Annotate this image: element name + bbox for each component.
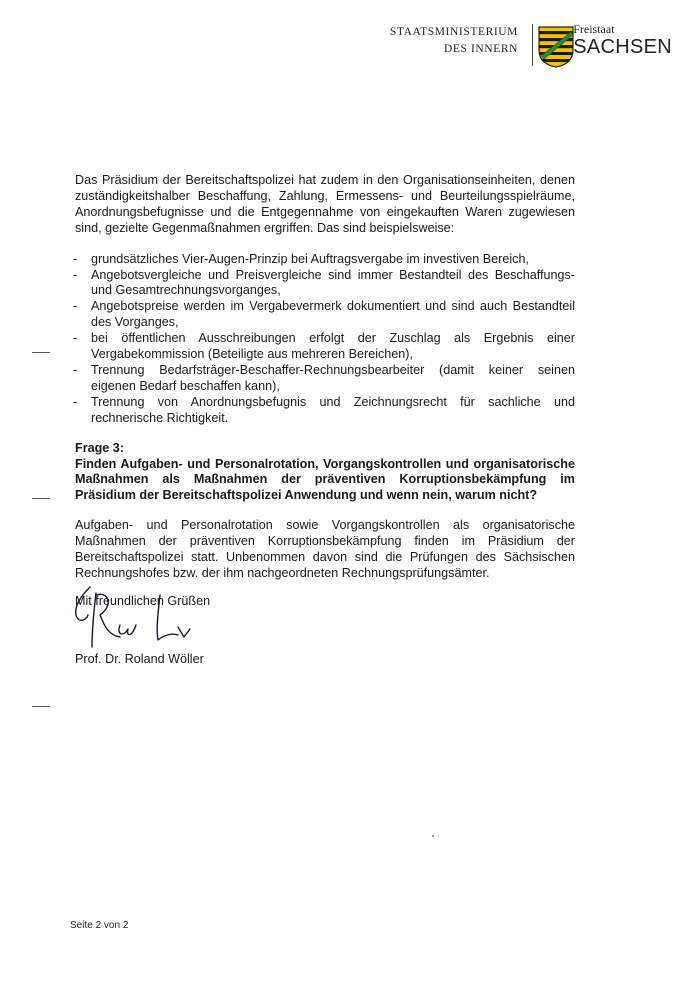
- question-text: Finden Aufgaben- und Personalrotation, Vorgangskontrollen und organisatorische Maßnahmen als Maßnahmen der präventiven Korruptionsbekämpfung im Präsidium der Bereitschaftspolizei Anwendung und wenn nein, warum nicht?: [75, 456, 575, 503]
- letter-body: [75, 173, 575, 610]
- list-item-text: grundsätzliches Vier-Augen-Prinzip bei Auftragsvergabe im investiven Bereich,: [91, 251, 529, 266]
- bullet-dash: -: [73, 267, 78, 282]
- bullet-dash: -: [73, 331, 78, 346]
- answer-paragraph: Aufgaben- und Personalrotation sowie Vorgangskontrollen als organisatorische Maßnahmen der präventiven Korruptionsbekämpfung finden im Präsidium der Bereitschaftspolizei statt. Unbenommen davon sind die Prüfungen des Sächsischen Rechnungshofes bzw. der ihm nachgeordneten Rechnungsprüfungsämter.: [75, 518, 575, 580]
- ministry-line-1: STAATSMINISTERIUM: [389, 26, 518, 38]
- bullet-dash: -: [73, 394, 78, 409]
- intro-paragraph: Das Präsidium der Bereitschaftspolizei hat zudem in den Organisationseinheiten, denen zuständigkeitshalber Beschaffung, Zahlung, Ermessens- und Beurteilungsspielräume, Anordnungsbefugnisse und die Entgegennahme von eingekauften Waren zugewiesen sind, gezielte Gegenmaßnahmen ergriffen. Das sind beispielsweise:: [75, 173, 575, 235]
- state-line-1: Freistaat: [573, 22, 615, 36]
- list-item: [75, 268, 575, 300]
- list-item-text: Trennung von Anordnungsbefugnis und Zeichnungsrecht für sachliche und rechnerische Richtigkeit.: [91, 394, 575, 425]
- bullet-dash: -: [73, 362, 78, 377]
- list-item-text: Angebotspreise werden im Vergabevermerk dokumentiert und sind auch Bestandteil des Vorganges,: [91, 299, 575, 330]
- state-name: [573, 22, 672, 58]
- margin-mark: [32, 352, 50, 353]
- letterhead: [358, 20, 678, 70]
- ministry-name: [390, 24, 518, 58]
- saxony-coat-of-arms-icon: [538, 26, 574, 68]
- handwritten-signature: [68, 585, 208, 660]
- bullet-dash: -: [73, 251, 78, 266]
- signer-name: Prof. Dr. Roland Wöller: [75, 652, 204, 666]
- closing-salutation: Mit freundlichen Grüßen: [75, 593, 211, 608]
- header-divider: [532, 24, 533, 66]
- state-line-2: SACHSEN: [573, 36, 672, 58]
- list-item-text: Angebotsvergleiche und Preisvergleiche sind immer Bestandteil des Beschaffungs- und Gesamtrechnungsvorganges,: [91, 267, 575, 298]
- list-item: [75, 395, 575, 427]
- list-item-text: Trennung Bedarfsträger-Beschaffer-Rechnungsbearbeiter (damit keiner seinen eigenen Bedarf beschaffen kann),: [91, 362, 575, 393]
- list-item: [75, 363, 575, 395]
- list-item-text: bei öffentlichen Ausschreibungen erfolgt der Zuschlag als Ergebnis einer Vergabekommission (Beteiligte aus mehreren Bereichen),: [91, 331, 575, 362]
- scan-speck: [432, 835, 434, 837]
- list-item: [75, 331, 575, 363]
- list-item: [75, 252, 575, 268]
- margin-mark: [32, 706, 50, 707]
- page-number: Seite 2 von 2: [70, 920, 129, 931]
- question-label: Frage 3:: [75, 440, 124, 455]
- margin-mark: [32, 498, 50, 499]
- list-item: [75, 299, 575, 331]
- bullet-dash: -: [73, 299, 78, 314]
- measures-list: [75, 252, 575, 427]
- ministry-line-2: DES INNERN: [443, 43, 518, 55]
